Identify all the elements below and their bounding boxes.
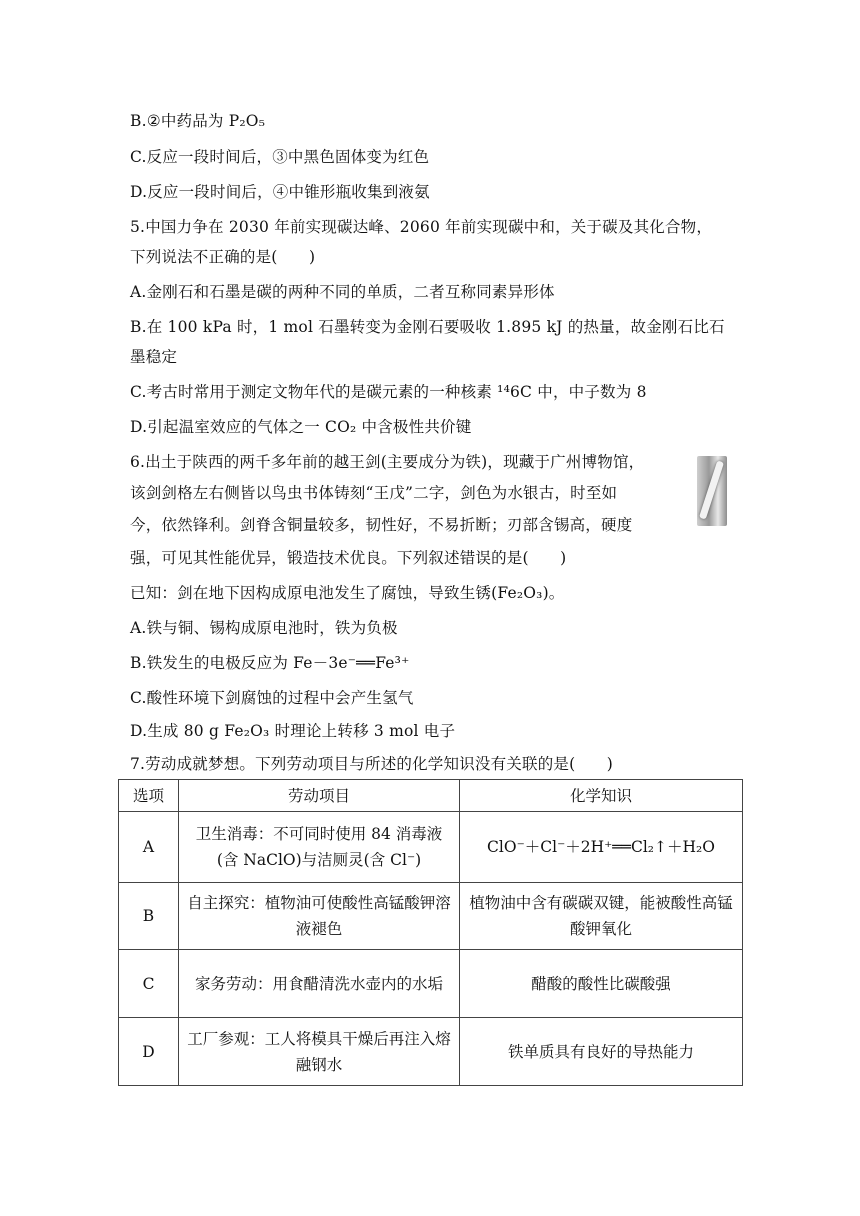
q4-option-c: C.反应一段时间后，③中黑色固体变为红色 [130,148,430,166]
q5-option-b-line-2: 墨稳定 [130,348,178,366]
row-project: 工厂参观：工人将模具干燥后再注入熔融钢水 [179,1018,460,1086]
q4-option-d: D.反应一段时间后，④中锥形瓶收集到液氨 [130,183,430,201]
q6-stem-line-4: 强，可见其性能优异，锻造技术优良。下列叙述错误的是( ) [130,549,567,567]
q5-option-b-line-1: B.在 100 kPa 时，1 mol 石墨转变为金刚石要吸收 1.895 kJ 的热量，故金刚石比石 [130,318,725,336]
q6-option-a: A.铁与铜、锡构成原电池时，铁为负极 [130,619,398,637]
q7-stem: 7.劳动成就梦想。下列劳动项目与所述的化学知识没有关联的是( ) [130,755,613,773]
q6-option-c: C.酸性环境下剑腐蚀的过程中会产生氢气 [130,689,414,707]
q4-option-b: B.②中药品为 P₂O₅ [130,112,266,130]
row-option: D [119,1018,179,1086]
row-option: C [119,950,179,1018]
row-knowledge: 醋酸的酸性比碳酸强 [460,950,743,1018]
table-row [119,812,743,883]
row-option: B [119,883,179,950]
sword-photo [697,456,727,526]
q6-stem-line-3: 今，依然锋利。剑脊含铜量较多，韧性好，不易折断；刃部含锡高，硬度 [130,516,633,534]
row-option: A [119,812,179,883]
q5-stem-line-1: 5.中国力争在 2030 年前实现碳达峰、2060 年前实现碳中和，关于碳及其化合物， [130,218,713,236]
table-row [119,1018,743,1086]
table-header-row [119,780,743,812]
row-project: 卫生消毒：不可同时使用 84 消毒液(含 NaClO)与洁厕灵(含 Cl⁻) [179,812,460,883]
q6-stem-line-1: 6.出土于陕西的两千多年前的越王剑(主要成分为铁)，现藏于广州博物馆， [130,453,645,471]
table-row [119,883,743,950]
header-option: 选项 [119,780,179,812]
row-project: 自主探究：植物油可使酸性高锰酸钾溶液褪色 [179,883,460,950]
q7-table [118,779,743,1086]
table-row [119,950,743,1018]
q5-stem-line-2: 下列说法不正确的是( ) [130,248,316,266]
row-knowledge: 铁单质具有良好的导热能力 [460,1018,743,1086]
q5-option-d: D.引起温室效应的气体之一 CO₂ 中含极性共价键 [130,418,472,436]
q6-option-d: D.生成 80 g Fe₂O₃ 时理论上转移 3 mol 电子 [130,722,456,740]
q6-stem-line-2: 该剑剑格左右侧皆以鸟虫书体铸刻“王戊”二字，剑色为水银古，时至如 [130,484,618,502]
q5-option-c: C.考古时常用于测定文物年代的是碳元素的一种核素 ¹⁴6C 中，中子数为 8 [130,383,647,401]
header-project: 劳动项目 [179,780,460,812]
header-knowledge: 化学知识 [460,780,743,812]
q5-option-a: A.金刚石和石墨是碳的两种不同的单质，二者互称同素异形体 [130,283,555,301]
q6-known: 已知：剑在地下因构成原电池发生了腐蚀，导致生锈(Fe₂O₃)。 [130,584,565,602]
row-project: 家务劳动：用食醋清洗水壶内的水垢 [179,950,460,1018]
row-knowledge: 植物油中含有碳碳双键，能被酸性高锰酸钾氧化 [460,883,743,950]
q6-option-b: B.铁发生的电极反应为 Fe－3e⁻══Fe³⁺ [130,654,410,672]
row-knowledge: ClO⁻＋Cl⁻＋2H⁺══Cl₂↑＋H₂O [460,812,743,883]
